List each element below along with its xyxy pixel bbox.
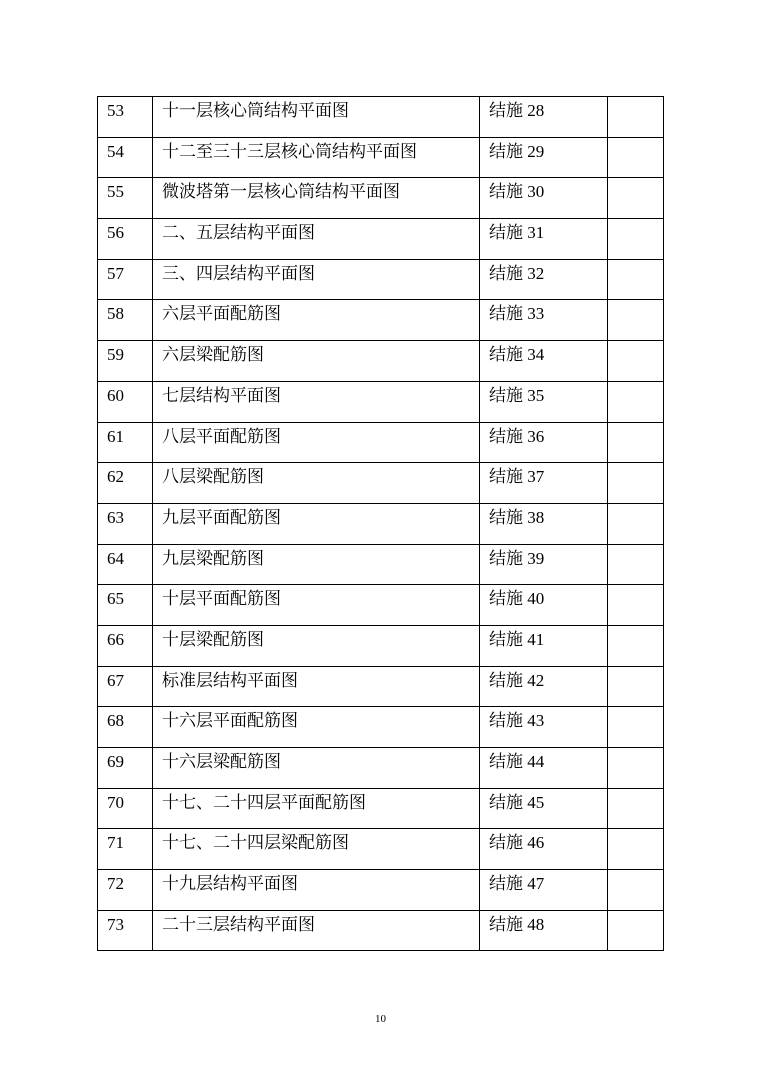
table-row: [98, 341, 664, 382]
drawing-code-cell: 结施 37: [480, 463, 608, 504]
drawing-title-cell: 十二至三十三层核心筒结构平面图: [153, 137, 480, 178]
drawing-title-cell: 微波塔第一层核心筒结构平面图: [153, 178, 480, 219]
drawing-code-cell: 结施 41: [480, 625, 608, 666]
row-number-cell: 68: [98, 707, 153, 748]
row-number-cell: 61: [98, 422, 153, 463]
table-row: [98, 585, 664, 626]
drawing-title-cell: 八层梁配筋图: [153, 463, 480, 504]
row-number-cell: 60: [98, 381, 153, 422]
drawing-code-cell: 结施 48: [480, 910, 608, 951]
table-row: [98, 707, 664, 748]
row-number-cell: 66: [98, 625, 153, 666]
drawing-code-cell: 结施 32: [480, 259, 608, 300]
drawing-code-cell: 结施 33: [480, 300, 608, 341]
table-row: [98, 503, 664, 544]
row-number-cell: 64: [98, 544, 153, 585]
table-row: [98, 381, 664, 422]
row-number-cell: 57: [98, 259, 153, 300]
drawing-code-cell: 结施 30: [480, 178, 608, 219]
table-row: [98, 625, 664, 666]
drawing-code-cell: 结施 35: [480, 381, 608, 422]
page-number: 10: [375, 1013, 386, 1025]
table-row: [98, 666, 664, 707]
drawing-code-cell: 结施 36: [480, 422, 608, 463]
drawing-title-cell: 七层结构平面图: [153, 381, 480, 422]
drawing-title-cell: 三、四层结构平面图: [153, 259, 480, 300]
drawing-code-cell: 结施 38: [480, 503, 608, 544]
drawing-code-cell: 结施 29: [480, 137, 608, 178]
drawing-title-cell: 十六层梁配筋图: [153, 748, 480, 789]
remark-cell: [608, 97, 664, 138]
table-row: [98, 300, 664, 341]
remark-cell: [608, 625, 664, 666]
table-row: [98, 259, 664, 300]
drawing-title-cell: 八层平面配筋图: [153, 422, 480, 463]
drawing-title-cell: 六层梁配筋图: [153, 341, 480, 382]
drawing-title-cell: 十六层平面配筋图: [153, 707, 480, 748]
drawing-code-cell: 结施 44: [480, 748, 608, 789]
remark-cell: [608, 381, 664, 422]
table-row: [98, 219, 664, 260]
drawing-title-cell: 六层平面配筋图: [153, 300, 480, 341]
drawing-title-cell: 十七、二十四层平面配筋图: [153, 788, 480, 829]
drawing-list-table: [97, 96, 664, 951]
row-number-cell: 62: [98, 463, 153, 504]
table-row: [98, 463, 664, 504]
table-row: [98, 544, 664, 585]
remark-cell: [608, 788, 664, 829]
drawing-code-cell: 结施 34: [480, 341, 608, 382]
table-row: [98, 748, 664, 789]
drawing-code-cell: 结施 40: [480, 585, 608, 626]
drawing-title-cell: 二、五层结构平面图: [153, 219, 480, 260]
remark-cell: [608, 178, 664, 219]
drawing-title-cell: 十七、二十四层梁配筋图: [153, 829, 480, 870]
row-number-cell: 67: [98, 666, 153, 707]
remark-cell: [608, 585, 664, 626]
drawing-code-cell: 结施 47: [480, 870, 608, 911]
remark-cell: [608, 544, 664, 585]
drawing-code-cell: 结施 45: [480, 788, 608, 829]
drawing-code-cell: 结施 28: [480, 97, 608, 138]
row-number-cell: 55: [98, 178, 153, 219]
table-row: [98, 870, 664, 911]
table-row: [98, 178, 664, 219]
table-row: [98, 97, 664, 138]
row-number-cell: 65: [98, 585, 153, 626]
remark-cell: [608, 137, 664, 178]
remark-cell: [608, 748, 664, 789]
remark-cell: [608, 870, 664, 911]
drawing-title-cell: 二十三层结构平面图: [153, 910, 480, 951]
remark-cell: [608, 829, 664, 870]
drawing-list-body: [98, 97, 664, 951]
table-row: [98, 829, 664, 870]
table-row: [98, 422, 664, 463]
drawing-title-cell: 十层平面配筋图: [153, 585, 480, 626]
table-row: [98, 788, 664, 829]
row-number-cell: 59: [98, 341, 153, 382]
drawing-title-cell: 九层平面配筋图: [153, 503, 480, 544]
table-row: [98, 137, 664, 178]
drawing-code-cell: 结施 46: [480, 829, 608, 870]
drawing-title-cell: 十一层核心筒结构平面图: [153, 97, 480, 138]
drawing-title-cell: 十九层结构平面图: [153, 870, 480, 911]
remark-cell: [608, 259, 664, 300]
row-number-cell: 71: [98, 829, 153, 870]
row-number-cell: 54: [98, 137, 153, 178]
row-number-cell: 53: [98, 97, 153, 138]
remark-cell: [608, 422, 664, 463]
drawing-title-cell: 标准层结构平面图: [153, 666, 480, 707]
drawing-title-cell: 十层梁配筋图: [153, 625, 480, 666]
drawing-code-cell: 结施 39: [480, 544, 608, 585]
drawing-code-cell: 结施 31: [480, 219, 608, 260]
drawing-code-cell: 结施 43: [480, 707, 608, 748]
remark-cell: [608, 666, 664, 707]
row-number-cell: 58: [98, 300, 153, 341]
drawing-code-cell: 结施 42: [480, 666, 608, 707]
remark-cell: [608, 219, 664, 260]
remark-cell: [608, 300, 664, 341]
row-number-cell: 56: [98, 219, 153, 260]
drawing-title-cell: 九层梁配筋图: [153, 544, 480, 585]
table-row: [98, 910, 664, 951]
remark-cell: [608, 707, 664, 748]
row-number-cell: 63: [98, 503, 153, 544]
row-number-cell: 70: [98, 788, 153, 829]
remark-cell: [608, 341, 664, 382]
remark-cell: [608, 910, 664, 951]
row-number-cell: 69: [98, 748, 153, 789]
remark-cell: [608, 463, 664, 504]
row-number-cell: 73: [98, 910, 153, 951]
row-number-cell: 72: [98, 870, 153, 911]
remark-cell: [608, 503, 664, 544]
